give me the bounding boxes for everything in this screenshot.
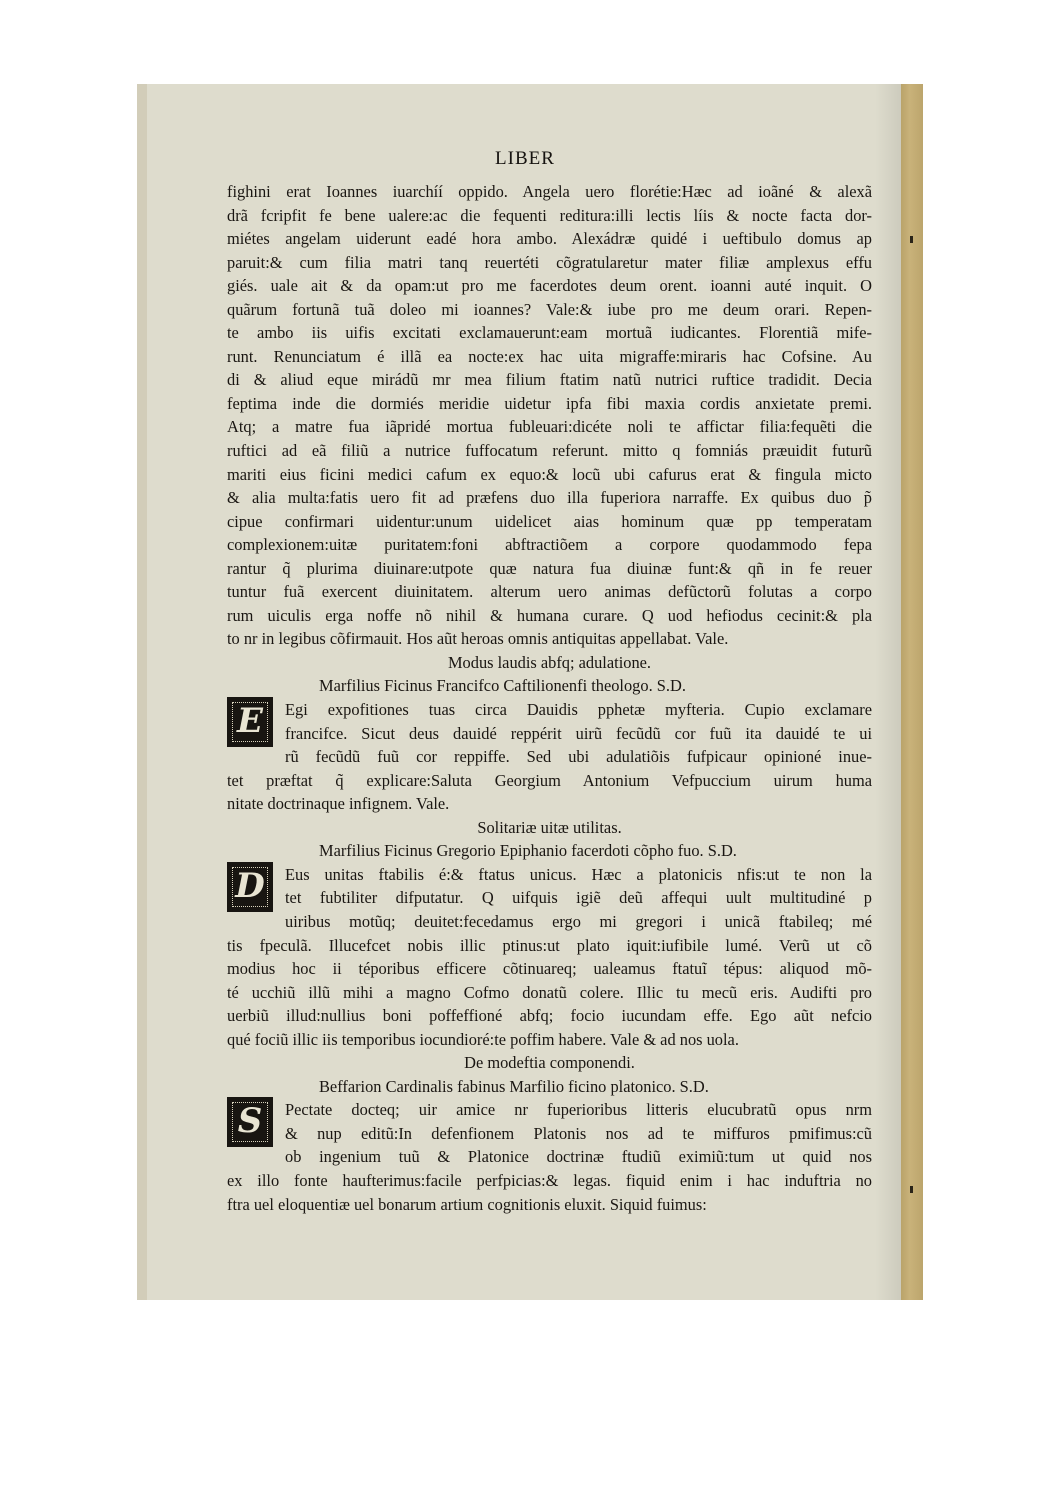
text-line: tis fpeculã. Illucefcet nobis illic ptinus:ut plato iquit:iufibile lumé. Verũ ut cõ xyxy=(227,935,872,955)
text-line: Egi expofitiones tuas circa Dauidis pphetæ myfteria. Cupio exclamare xyxy=(285,700,872,720)
text-line: runt. Renunciatum é illã ea nocte:ex hac uita migraffe:miraris hac Cofsine. Au xyxy=(227,346,872,366)
text-line: modius hoc ii téporibus efficere cõtinuareq; ualeamus ftatuĩ tépus: aliquod mõ- xyxy=(227,959,872,979)
text-lines xyxy=(227,180,872,1216)
text-line: & alia multa:fatis uero fit ad præfens duo illa fuperiora narraffe. Ex quibus duo p̃ xyxy=(227,488,872,508)
text-line: uiribus motũq; deuitet:fecedamus ergo mi gregori i unicã ftabileq; mé xyxy=(285,911,872,931)
text-line: ruftici ad eã filiũ a nutrice fuffocatum referunt. mitto q fomniás præuidit futurũ xyxy=(227,441,872,461)
text-line: giés. uale ait & da opam:ut pro me facerdotes deum orent. ioanni auté inquit. O xyxy=(227,276,872,296)
text-line: De modeftia componendi. xyxy=(464,1053,635,1073)
text-line: ob ingenium tuũ & Platonice doctrinæ ftudiũ eximiũ:tum ut quid nos xyxy=(285,1147,872,1167)
text-line: Marfilius Ficinus Gregorio Epiphanio facerdoti cõpho fuo. S.D. xyxy=(319,841,737,861)
text-line: Atq; a matre fua iãpridé mortua fubleuari:dicéte noli te affictar filia:fequẽti die xyxy=(227,417,872,437)
initial-letter: D xyxy=(235,866,265,907)
text-line: drã fcripfit fe bene ualere:ac die fequenti reditura:illi lectis líis & nocte facta dor- xyxy=(227,205,872,225)
text-line: & nup editũ:In defenfionem Platonis nos ad te miffuros pmifimus:cũ xyxy=(285,1123,872,1143)
text-line: di & aliud eque mirádũ mr mea filium ftatim natũ nutrici ruftice tradidit. Decia xyxy=(227,370,872,390)
text-line: complexionem:uitæ puritatem:foni abftractiõem a corpore quodammodo fepa xyxy=(227,535,872,555)
text-line: te ambo iis uifis excitati exclamauerunt:eam mortuã iudicantes. Florentiã mife- xyxy=(227,323,872,343)
text-line: Modus laudis abfq; adulatione. xyxy=(447,652,652,672)
text-line: Eus unitas ftabilis é:& ftatus unicus. Hæc a platonicis nfis:ut te non la xyxy=(285,864,872,884)
text-line: Solitariæ uitæ utilitas. xyxy=(477,817,622,837)
text-line: tet fubtiliter difputatur. Q uifquis igiẽ deũ affequi uult multitudiné p xyxy=(285,888,872,908)
decorated-initial-s xyxy=(227,1097,273,1147)
initial-letter: E xyxy=(237,701,263,742)
text-line: mariti eius ficini medici cafum ex equo:& locũ ubi cafurus erat & fingula micto xyxy=(227,464,872,484)
book-page xyxy=(147,84,903,1300)
text-line: paruit:& cum filia matri tanq reuertéti cõgratularetur mater filiæ amplexus effu xyxy=(227,252,872,272)
text-line: rantur q̃ plurima diuinare:utpote quæ natura fua diuinæ funt:& qñ in fe reuer xyxy=(227,558,872,578)
text-line: cipue confirmari uidentur:unum uidelicet aias hominum quæ pp temperatam xyxy=(227,511,872,531)
running-head: LIBER xyxy=(495,148,555,169)
text-line: tuntur fuã exercent diuinitatem. alterum uero animas defũctorũ folutas a corpo xyxy=(227,582,872,602)
edge-mark xyxy=(910,236,913,243)
edge-mark xyxy=(910,1186,913,1193)
text-line: fighini erat Ioannes iuarchíí oppido. Angela uero florétie:Hæc ad ioãné & alexã xyxy=(227,182,872,201)
text-line: rum uiculis erga noffe nõ nihil & humana curare. Q uod hefiodus cecinit:& pla xyxy=(227,605,872,625)
facing-page-edge xyxy=(901,84,923,1300)
page-scan xyxy=(137,84,923,1300)
initial-letter: S xyxy=(237,1101,263,1142)
text-block xyxy=(227,180,872,1216)
text-line: Pectate docteq; uir amice nr fuperioribus litteris elucubratũ opus nrm xyxy=(285,1100,872,1120)
text-line: Marfilius Ficinus Francifco Caftilionenfi theologo. S.D. xyxy=(319,676,686,696)
text-line: Beffarion Cardinalis fabinus Marfilio ficino platonico. S.D. xyxy=(319,1076,709,1096)
text-line: qué fociũ illic iis temporibus iocundioré:te poffim habere. Vale & ad nos uola. xyxy=(227,1029,739,1049)
gutter-shadow xyxy=(875,84,901,1300)
text-line: to nr in legibus cõfirmauit. Hos aũt heroas omnis antiquitas appellabat. Vale. xyxy=(227,629,729,649)
text-line: quãrum fortunã tuã doleo mi ioannes? Vale:& iube pro me deum orari. Repen- xyxy=(227,299,872,319)
decorated-initial-e xyxy=(227,697,273,747)
text-line: ftra uel eloquentiæ uel bonarum artium cognitionis eluxit. Siquid fuimus: xyxy=(227,1194,707,1214)
text-line: tet præftat q̃ explicare:Saluta Georgium Antonium Vefpuccium uirum huma xyxy=(227,770,872,790)
text-line: miétes angelam uiderunt eadé hora ambo. Alexádræ quidé i ueftibulo domus ap xyxy=(227,229,872,249)
text-line: uerbiũ illud:nullius boni poffeffioné abfq; focio iucundam effe. Ego aũt nefcio xyxy=(227,1006,872,1026)
text-line: nitate doctrinaque infignem. Vale. xyxy=(227,794,450,814)
text-line: feptima inde die dormiés meridie uidetur ipfa fibi maxia cordis anxietate premi. xyxy=(227,393,872,413)
text-line: rũ fecũdũ fuũ cor reppiffe. Sed ubi adulatiõis fufpicaur opinioné inue- xyxy=(285,747,872,767)
decorated-initial-d xyxy=(227,862,273,912)
text-line: francifce. Sicut deus dauidé reppérit uirũ fecũdũ cor fuũ ita dauidé te ui xyxy=(285,723,872,743)
text-line: ex illo fonte haufterimus:facile perfpicias:& legas. fiquid enim i hac induftria no xyxy=(227,1170,872,1190)
text-line: té ucchiũ illũ mihi a magno Cofmo donatũ colere. Illic tu mecũ eris. Audifti pro xyxy=(227,982,872,1002)
